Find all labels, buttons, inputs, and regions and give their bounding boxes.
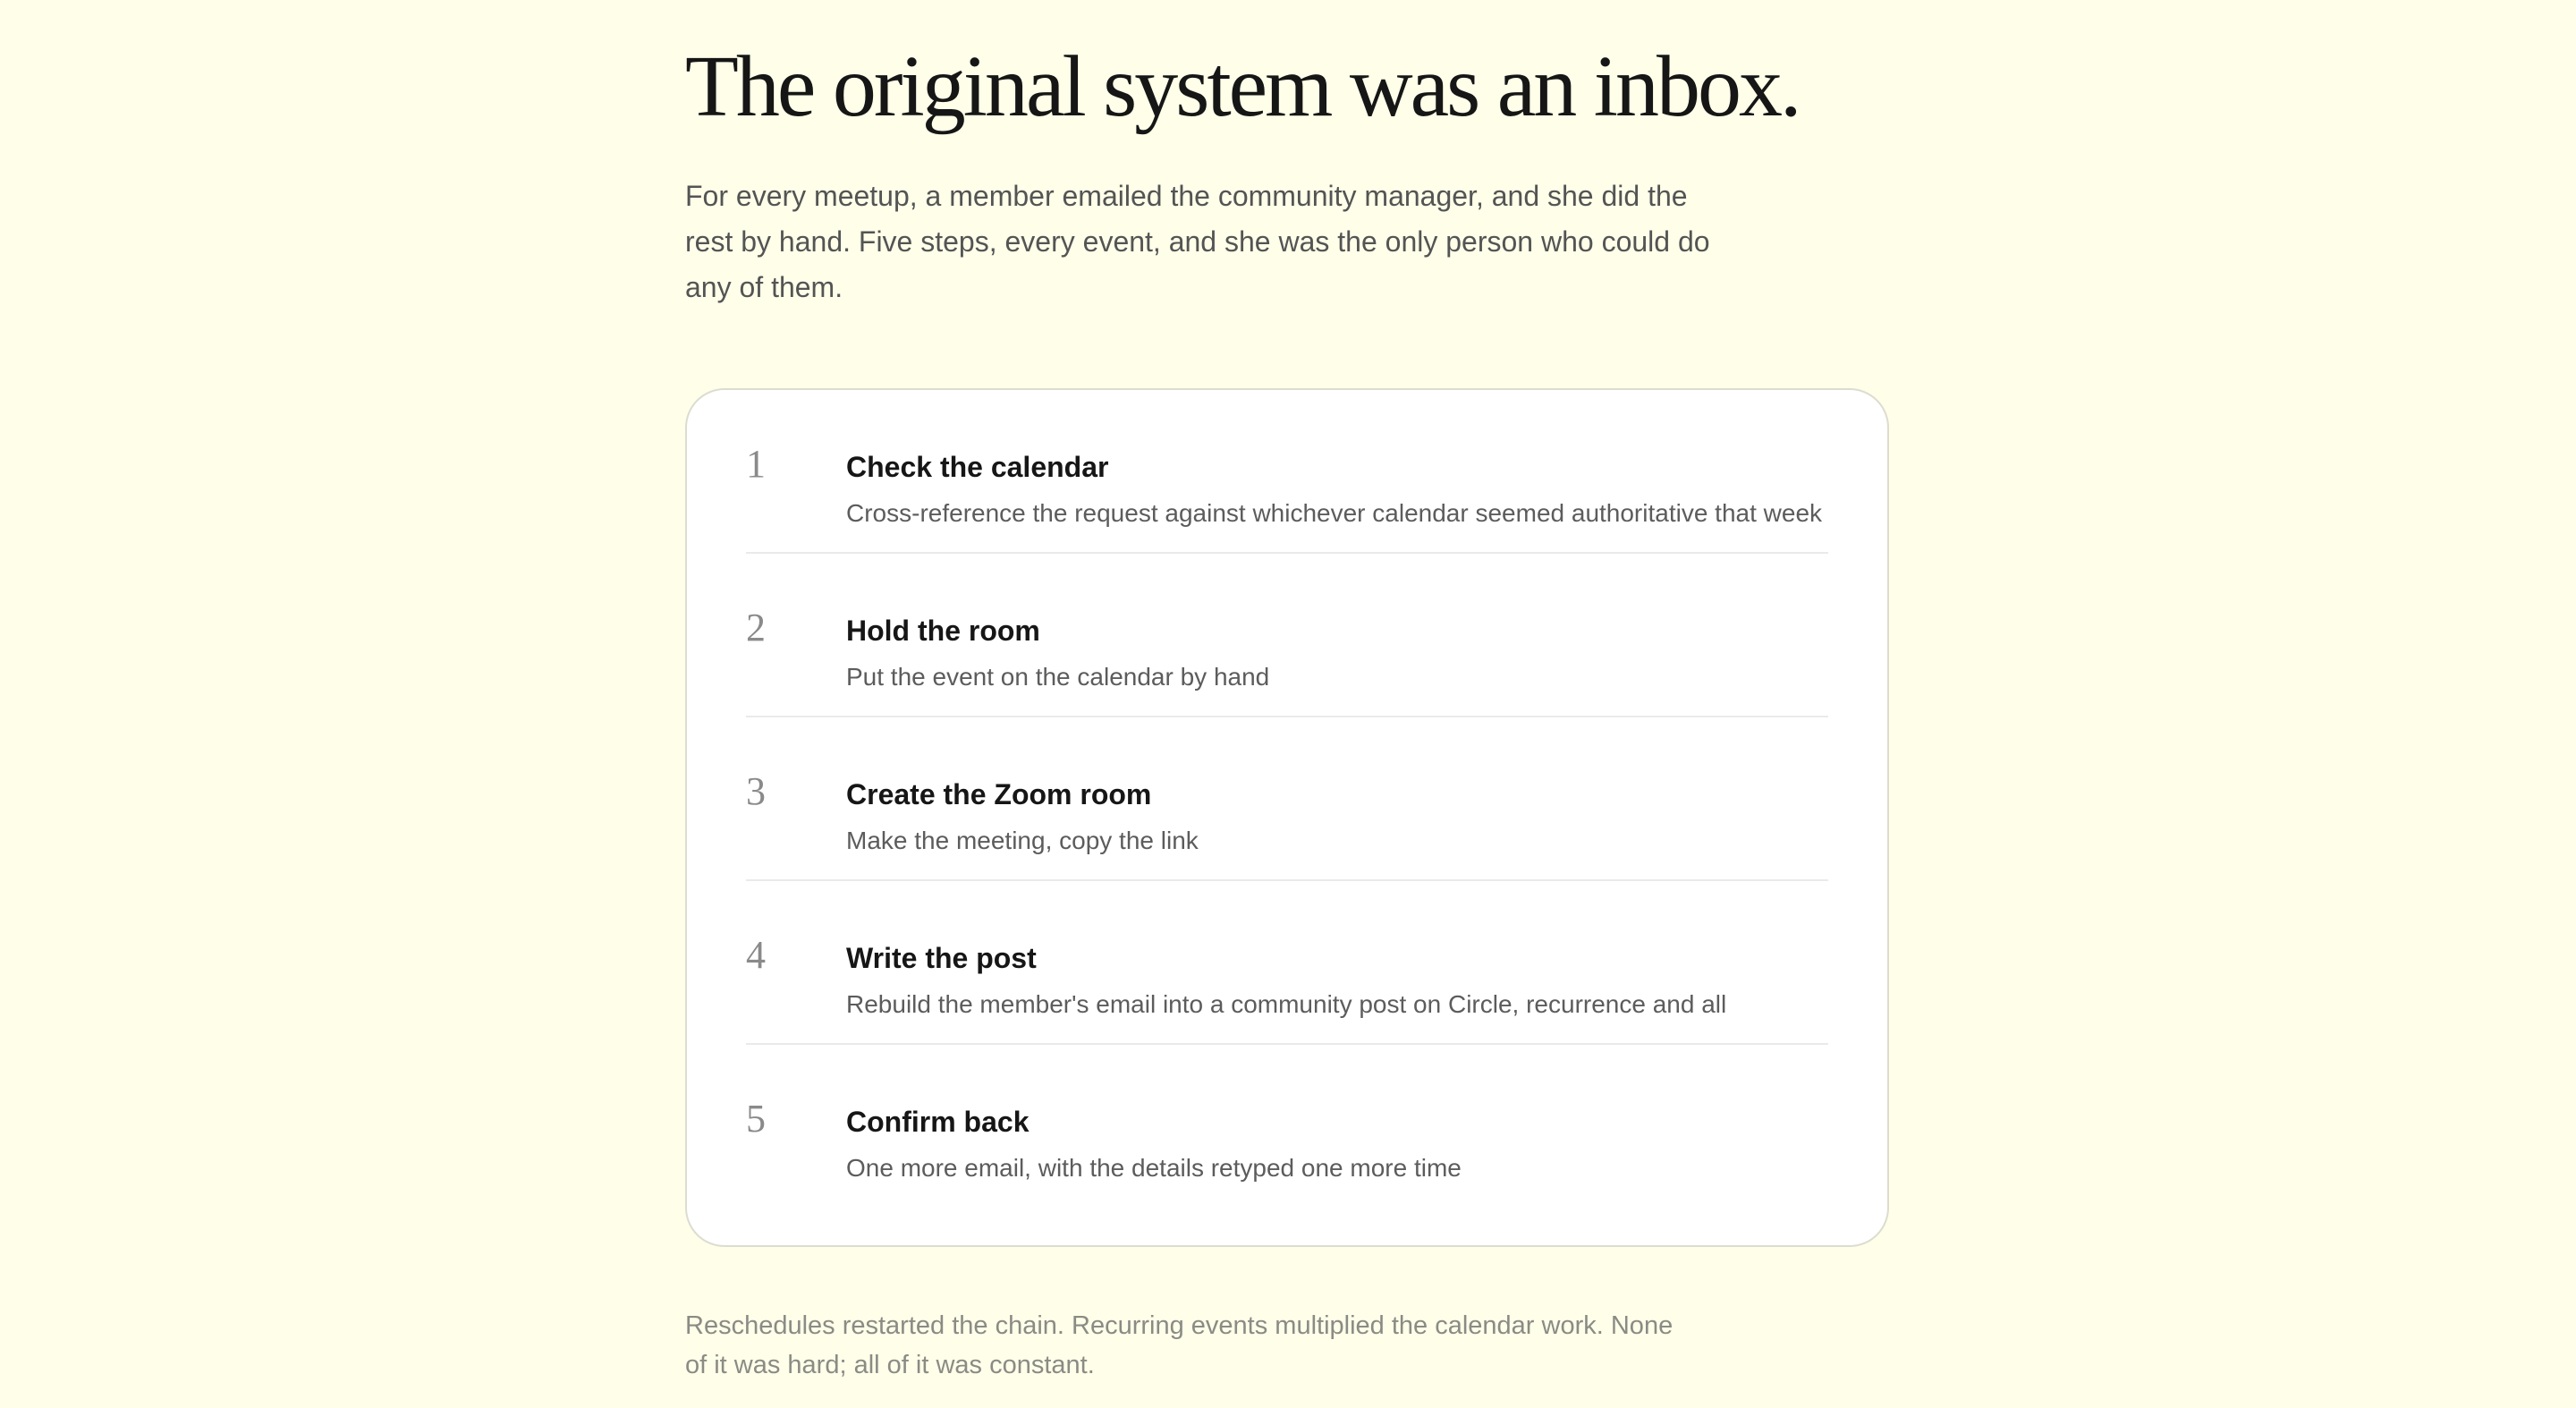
step-description: Put the event on the calendar by hand xyxy=(846,663,1270,691)
step-description: Cross-reference the request against whichever calendar seemed authoritative that week xyxy=(846,499,1823,527)
step-item-write-post xyxy=(746,881,1828,1045)
page-title: The original system was an inbox. xyxy=(685,38,1800,135)
step-description: One more email, with the details retyped one more time xyxy=(846,1154,1462,1182)
step-description: Rebuild the member's email into a community post on Circle, recurrence and all xyxy=(846,990,1727,1018)
intro-paragraph: For every meetup, a member emailed the community manager, and she did the rest by hand. Five steps, every event, and she was the only person who could do any of them. xyxy=(685,180,1710,303)
step-item-hold-room xyxy=(746,554,1828,717)
step-title: Confirm back xyxy=(846,1106,1030,1138)
step-number: 3 xyxy=(746,769,766,813)
step-item-check-calendar xyxy=(746,390,1828,554)
step-title: Hold the room xyxy=(846,615,1040,647)
closing-paragraph: Reschedules restarted the chain. Recurring events multiplied the calendar work. None of it was hard; all of it was constant. xyxy=(685,1311,1674,1379)
step-number: 1 xyxy=(746,442,766,486)
step-number: 4 xyxy=(746,933,766,977)
step-item-create-zoom-room xyxy=(746,717,1828,881)
steps-card xyxy=(685,388,1889,1247)
step-title: Create the Zoom room xyxy=(846,778,1152,810)
step-item-confirm-back xyxy=(746,1045,1828,1209)
step-title: Write the post xyxy=(846,942,1037,974)
step-number: 5 xyxy=(746,1097,766,1141)
step-description: Make the meeting, copy the link xyxy=(846,827,1199,854)
step-title: Check the calendar xyxy=(846,451,1109,483)
step-number: 2 xyxy=(746,606,766,649)
